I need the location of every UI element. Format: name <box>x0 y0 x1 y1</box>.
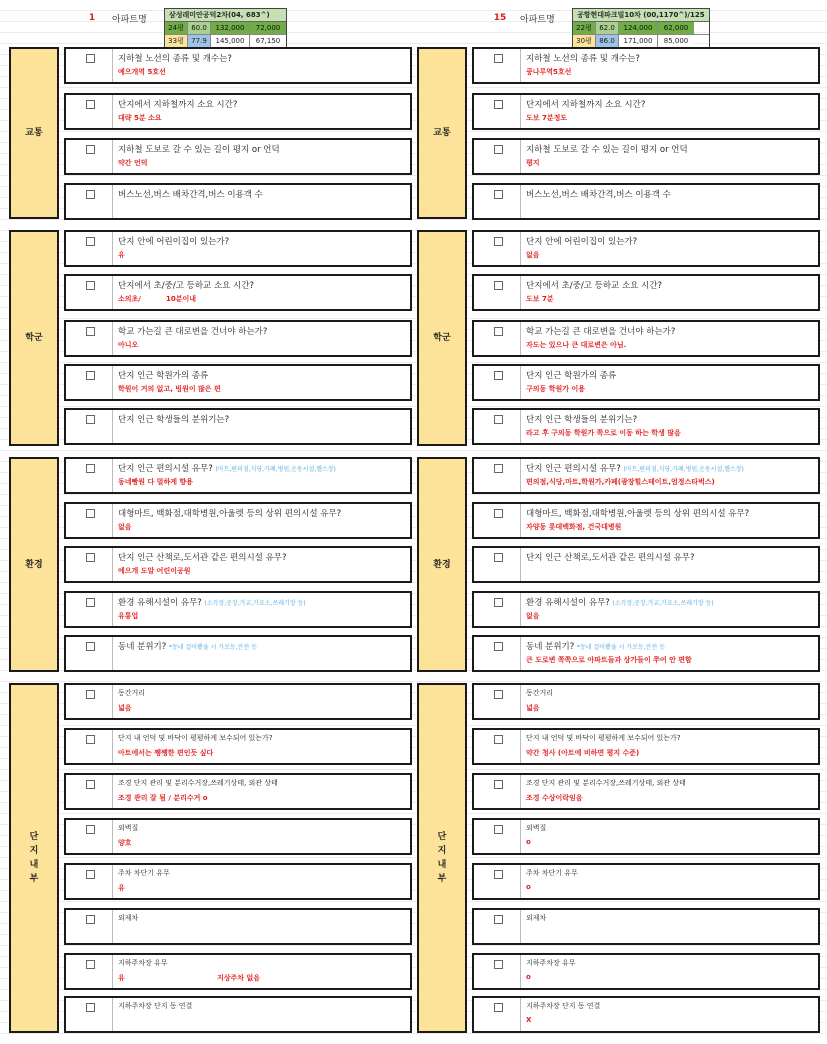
checkbox[interactable] <box>86 415 95 424</box>
checkbox[interactable] <box>494 690 503 699</box>
question-text: 단지 인근 학생들의 분위기는? <box>118 415 230 425</box>
checkbox[interactable] <box>494 237 503 246</box>
question-text: 지하철 노선의 종류 및 개수는? <box>526 54 640 64</box>
checklist-item <box>64 908 412 945</box>
answer-text-extra: 10분이내 <box>166 295 197 303</box>
category-environment: 환경 <box>417 457 467 672</box>
answer-text: 쿵나루역5호선 <box>526 68 572 76</box>
checklist-item <box>64 320 412 357</box>
checkbox[interactable] <box>494 960 503 969</box>
answer-text: 편의점,식당,마트,학원가,카페(광장힐스테이트,엄정스타벅스) <box>526 478 715 486</box>
checkbox[interactable] <box>86 598 95 607</box>
question-text: 단지 인근 학생들의 분위기는? <box>526 415 638 425</box>
checkbox[interactable] <box>494 780 503 789</box>
size-cell: 67,150 <box>250 35 286 47</box>
checklist-item <box>64 683 412 720</box>
question-text: 단지 인근 산책로,도서관 같은 편의시설 유무? <box>526 553 695 563</box>
answer-text: 아트에서는 쨍쨍한 편인듯 싶다 <box>118 749 214 757</box>
question-text <box>118 640 257 652</box>
sheet-left <box>6 0 414 1044</box>
size-cell: 62,000 <box>658 22 694 34</box>
checkbox[interactable] <box>494 735 503 744</box>
checkbox[interactable] <box>86 281 95 290</box>
size-cell: 132,000 <box>211 22 250 34</box>
checklist-item <box>472 457 820 494</box>
checkbox[interactable] <box>86 642 95 651</box>
checklist-item <box>64 635 412 672</box>
checklist-item <box>472 320 820 357</box>
question-text: 조경 단지 관리 및 분리수거장,쓰레기상태, 외관 상태 <box>118 779 278 787</box>
question-text: 학교 가는길 큰 대로변을 건너야 하는가? <box>526 327 676 337</box>
question-text: 단지에서 초/중/고 등하교 소요 시간? <box>526 281 663 291</box>
checklist-item <box>472 364 820 401</box>
size-cell: 85,000 <box>658 35 694 47</box>
size-cell: 77.9 <box>188 35 211 47</box>
checkbox[interactable] <box>494 145 503 154</box>
checklist-item <box>472 274 820 311</box>
answer-text: 소의초/ <box>118 295 141 303</box>
checkbox[interactable] <box>494 371 503 380</box>
answer-text: 예으개역 5호선 <box>118 68 166 76</box>
checklist-item <box>472 93 820 130</box>
size-cell: 124,000 <box>619 22 658 34</box>
question-hint: *동네 걸어봤을 시 가로등,안전 등 <box>576 644 665 651</box>
answer-text: 조경 관리 잘 됨 / 분리수거 o <box>118 794 208 802</box>
checkbox[interactable] <box>494 415 503 424</box>
checklist-item <box>64 773 412 810</box>
checklist-item <box>64 818 412 855</box>
size-cell: 30평 <box>573 35 596 47</box>
question-text: 지하철 노선의 종류 및 개수는? <box>118 54 232 64</box>
checklist-item <box>64 93 412 130</box>
question-text: 대형마트, 백화점,대학병원,아울렛 등의 상위 편의시설 유무? <box>118 509 342 519</box>
size-cell: 86.0 <box>596 35 619 47</box>
checklist-item <box>472 953 820 990</box>
checkbox[interactable] <box>494 870 503 879</box>
checklist-item <box>64 996 412 1033</box>
checklist-item <box>64 364 412 401</box>
question-text: 조경 단지 관리 및 분리수거장,쓰레기상태, 외관 상태 <box>526 779 686 787</box>
answer-text: 아니오 <box>118 341 139 349</box>
checkbox[interactable] <box>494 1003 503 1012</box>
answer-text: 도보 7분 <box>526 295 554 303</box>
question-text: 동간거리 <box>118 689 146 697</box>
checkbox[interactable] <box>494 464 503 473</box>
answer-text: 큰 도로변 쪽쪽으로 아파트들과 상가들이 쭈어 안 편함 <box>526 656 692 664</box>
question-text: 주차 차단기 유무 <box>118 869 170 877</box>
checkbox[interactable] <box>86 100 95 109</box>
size-row <box>573 35 709 47</box>
apartment-header <box>414 5 822 45</box>
size-cell: 24평 <box>165 22 188 34</box>
checklist-item <box>472 230 820 267</box>
apartment-header <box>6 5 414 45</box>
question-text <box>526 462 744 474</box>
question-text: 단지 안에 어린이집이 있는가? <box>526 237 638 247</box>
category-transport: 교통 <box>9 47 59 219</box>
question-main: 환경 유해시설이 유무? <box>526 598 610 608</box>
question-text: 지하주차장 유무 <box>118 959 168 967</box>
checklist-item <box>472 863 820 900</box>
apt-number: 1 <box>88 13 96 23</box>
checkbox[interactable] <box>86 690 95 699</box>
checklist-item <box>472 502 820 539</box>
checklist-item <box>472 996 820 1033</box>
question-text: 지하철 도보로 갈 수 있는 길이 평지 or 언덕 <box>526 145 688 155</box>
answer-text: 구의동 학원가 이용 <box>526 385 585 393</box>
checkbox[interactable] <box>86 825 95 834</box>
answer-text: o <box>526 973 531 981</box>
answer-text: 없음 <box>118 523 132 531</box>
size-cell: 145,000 <box>211 35 250 47</box>
question-text: 버스노선,버스 배차간격,버스 이용객 수 <box>526 190 671 200</box>
answer-text: X <box>526 1016 532 1024</box>
question-hint: (소각장,공장,가교,가요소,쓰레기장 등) <box>204 600 306 607</box>
checklist-item <box>64 953 412 990</box>
answer-text: 에으개 도알 어린이공원 <box>118 567 191 575</box>
answer-text: 도보 7분정도 <box>526 114 568 122</box>
answer-text: 자도는 있으나 큰 대로변은 아님. <box>526 341 627 349</box>
question-text: 단지 내 언덕 및 바닥이 평평하게 보수되어 있는가? <box>118 734 273 742</box>
answer-text: 유 <box>118 251 125 259</box>
size-row <box>165 22 286 35</box>
question-main: 단지 인근 편의시설 유무? <box>118 464 213 474</box>
question-text: 동간거리 <box>526 689 554 697</box>
question-text: 단지 인근 학원가의 종류 <box>526 371 617 381</box>
checklist-item <box>64 138 412 175</box>
category-school: 학군 <box>417 230 467 446</box>
question-text: 지하주차장 단지 동 연결 <box>118 1002 193 1010</box>
question-text: 외벽질 <box>118 824 139 832</box>
answer-text: 없음 <box>526 251 540 259</box>
checklist-item <box>64 183 412 220</box>
checkbox[interactable] <box>494 54 503 63</box>
checklist-item <box>64 728 412 765</box>
apt-label: 아파트명 <box>520 15 555 25</box>
checkbox[interactable] <box>86 190 95 199</box>
question-text: 지하철 도보로 갈 수 있는 길이 평지 or 언덕 <box>118 145 280 155</box>
answer-text: 대략 5분 소요 <box>118 114 162 122</box>
category-environment: 환경 <box>9 457 59 672</box>
question-text: 학교 가는길 큰 대로변을 건너야 하는가? <box>118 327 268 337</box>
question-main: 단지 인근 편의시설 유무? <box>526 464 621 474</box>
size-cell: 171,000 <box>619 35 658 47</box>
size-cell: 62.0 <box>596 22 619 34</box>
checklist-item <box>64 502 412 539</box>
checklist-item <box>472 818 820 855</box>
question-hint: (마트,편의점,식당,카페,병원,운동시설,헬스장) <box>623 466 744 473</box>
size-row <box>573 22 709 35</box>
checkbox[interactable] <box>86 327 95 336</box>
checklist-item <box>64 408 412 445</box>
question-hint: (마트,편의점,식당,카페,병원,운동시설,헬스장) <box>215 466 336 473</box>
checkbox[interactable] <box>494 509 503 518</box>
checklist-item <box>472 635 820 672</box>
answer-text: 학원이 거의 없고, 빙원이 많은 편 <box>118 385 221 393</box>
checklist-item <box>64 591 412 628</box>
question-text: 외제차 <box>526 914 547 922</box>
checklist-item <box>64 47 412 84</box>
checkbox[interactable] <box>86 780 95 789</box>
checklist-item <box>472 591 820 628</box>
answer-text: 없음 <box>526 612 540 620</box>
checkbox[interactable] <box>494 100 503 109</box>
question-hint: *동네 걸어봤을 시 가로등,안전 등 <box>168 644 257 651</box>
question-text: 버스노선,버스 배차간격,버스 이용객 수 <box>118 190 263 200</box>
question-text <box>526 640 665 652</box>
checklist-item <box>472 183 820 220</box>
sheet-right <box>414 0 822 1044</box>
answer-text: 자양동 롯데백화점, 건국대병원 <box>526 523 622 531</box>
question-main: 환경 유해시설이 유무? <box>118 598 202 608</box>
answer-text: o <box>526 838 531 846</box>
question-text: 단지에서 지하철까지 소요 시간? <box>118 100 238 110</box>
checklist-item <box>64 546 412 583</box>
checkbox[interactable] <box>494 915 503 924</box>
question-text: 외제차 <box>118 914 139 922</box>
question-text: 주차 차단기 유무 <box>526 869 578 877</box>
question-text <box>526 596 714 608</box>
question-text: 단지에서 지하철까지 소요 시간? <box>526 100 646 110</box>
checkbox[interactable] <box>86 509 95 518</box>
category-complex-interior: 단지내부 <box>9 683 59 1033</box>
answer-text: 동네빵원 다 멀하게 향용 <box>118 478 193 486</box>
checklist-item <box>64 457 412 494</box>
question-text: 지하주차장 유무 <box>526 959 576 967</box>
answer-text: 약간 청사 (아트에 비하면 평지 수준) <box>526 749 640 757</box>
checklist-item <box>472 683 820 720</box>
apt-name: 삼성래미안공덕2차(04, 683^) <box>165 9 286 22</box>
size-cell: 60.0 <box>188 22 211 34</box>
checklist-item <box>472 908 820 945</box>
checkbox[interactable] <box>494 825 503 834</box>
apt-size-table <box>164 8 287 48</box>
answer-text: 양호 <box>118 839 132 847</box>
size-cell: 72,000 <box>250 22 286 34</box>
question-text: 단지 안에 어린이집이 있는가? <box>118 237 230 247</box>
answer-text-extra: 지상주차 없음 <box>217 974 261 982</box>
apt-number: 15 <box>493 13 507 23</box>
category-school: 학군 <box>9 230 59 446</box>
answer-text: 평지 <box>526 159 540 167</box>
apt-size-table <box>572 8 710 48</box>
checkbox[interactable] <box>86 870 95 879</box>
checklist-item <box>472 773 820 810</box>
category-complex-interior: 단지내부 <box>417 683 467 1033</box>
checkbox[interactable] <box>86 371 95 380</box>
checklist-item <box>64 230 412 267</box>
checkbox[interactable] <box>86 915 95 924</box>
checkbox[interactable] <box>86 553 95 562</box>
checkbox[interactable] <box>494 642 503 651</box>
answer-text: 유 <box>118 884 125 892</box>
size-cell: 22평 <box>573 22 596 34</box>
question-text: 단지에서 초/중/고 등하교 소요 시간? <box>118 281 255 291</box>
question-main: 동네 분위기? <box>526 642 575 652</box>
question-text: 단지 인근 산책로,도서관 같은 편의시설 유무? <box>118 553 287 563</box>
checkbox[interactable] <box>86 464 95 473</box>
checkbox[interactable] <box>86 54 95 63</box>
size-row <box>165 35 286 47</box>
answer-text: 유통업 <box>118 612 139 620</box>
checkbox[interactable] <box>86 145 95 154</box>
checklist-item <box>472 47 820 84</box>
checkbox[interactable] <box>86 1003 95 1012</box>
checklist-item <box>472 728 820 765</box>
apt-name: 공항현대파크빌10차 (00,1170^)/125 <box>573 9 709 22</box>
question-text: 단지 내 언덕 및 바닥이 평평하게 보수되어 있는가? <box>526 734 681 742</box>
apt-label: 아파트명 <box>112 15 147 25</box>
checkbox[interactable] <box>494 327 503 336</box>
question-hint: (소각장,공장,가교,가요소,쓰레기장 등) <box>612 600 714 607</box>
answer-text: 조경 수상이락임음 <box>526 794 583 802</box>
checkbox[interactable] <box>494 598 503 607</box>
question-text: 단지 인근 학원가의 종류 <box>118 371 209 381</box>
question-main: 동네 분위기? <box>118 642 167 652</box>
checkbox[interactable] <box>494 190 503 199</box>
question-text <box>118 596 306 608</box>
checkbox[interactable] <box>494 281 503 290</box>
category-transport: 교통 <box>417 47 467 219</box>
question-text: 지하주차장 단지 동 연결 <box>526 1002 601 1010</box>
answer-text: 넓음 <box>526 704 540 712</box>
checkbox[interactable] <box>86 960 95 969</box>
answer-text: 라고 후 구의동 학원가 쪽으로 이동 하는 학생 많음 <box>526 429 681 437</box>
answer-text: 약간 언덕 <box>118 159 148 167</box>
checkbox[interactable] <box>494 553 503 562</box>
checkbox[interactable] <box>86 237 95 246</box>
answer-text: 유 <box>118 974 125 982</box>
checklist-item <box>472 546 820 583</box>
question-text: 대형마트, 백화점,대학병원,아울렛 등의 상위 편의시설 유무? <box>526 509 750 519</box>
checklist-item <box>472 408 820 445</box>
checklist-item <box>64 863 412 900</box>
question-text <box>118 462 336 474</box>
checklist-item <box>64 274 412 311</box>
checkbox[interactable] <box>86 735 95 744</box>
answer-text: o <box>526 883 531 891</box>
answer-text: 넓음 <box>118 704 132 712</box>
size-cell: 33평 <box>165 35 188 47</box>
question-text: 외벽질 <box>526 824 547 832</box>
checklist-item <box>472 138 820 175</box>
